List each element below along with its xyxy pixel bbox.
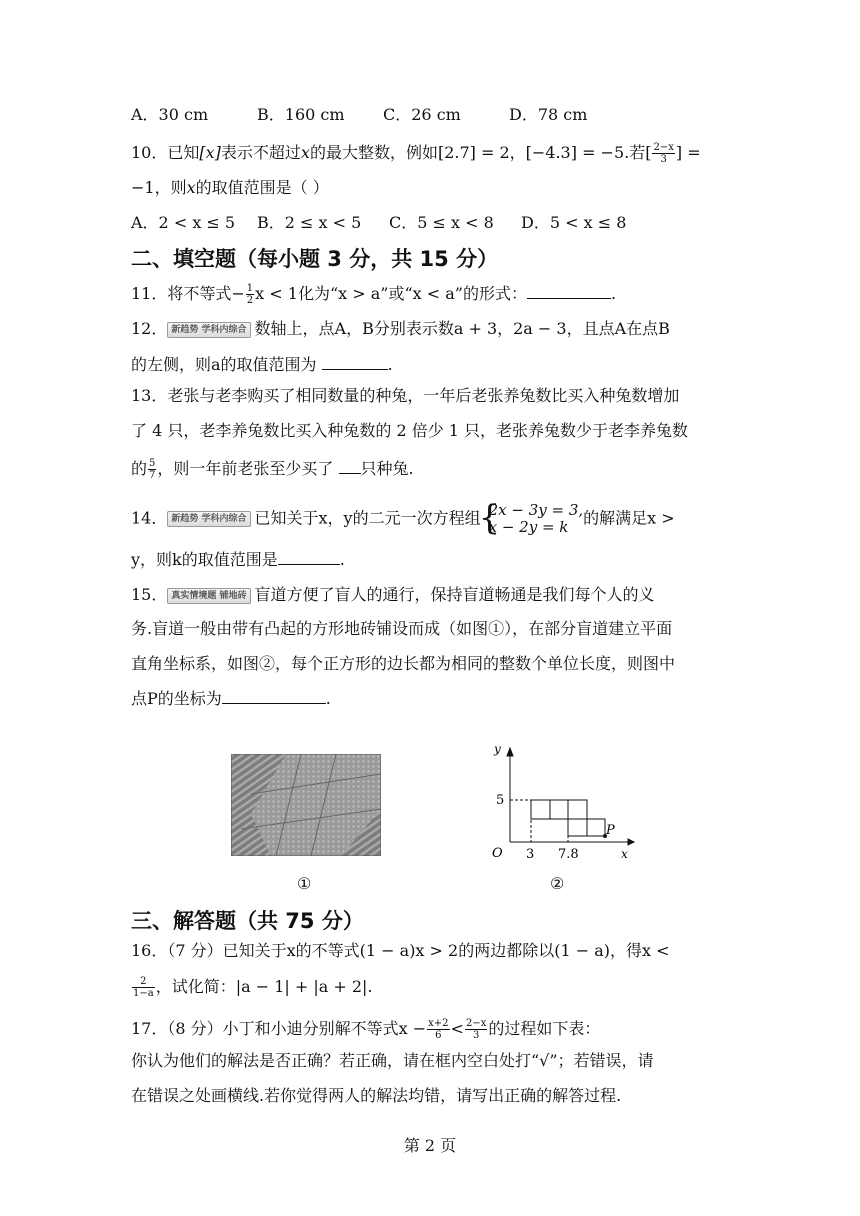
- section2-title: 二、填空题（每小题 3 分，共 15 分）: [131, 247, 499, 271]
- figure2-caption: ②: [550, 874, 565, 893]
- q9-options: [131, 104, 587, 126]
- tag-badge: 新趋势 学科内综合: [167, 511, 250, 527]
- q12-line1: 12． 新趋势 学科内综合 数轴上，点A，B分别表示数a + 3，2a − 3，且点A在点B: [131, 319, 670, 338]
- q10-option-c: C．5 ≤ x < 8: [389, 213, 494, 232]
- tactile-paving-photo: [231, 754, 381, 856]
- tick-3: 3: [526, 847, 535, 862]
- q15-line1: 15． 真实情境题 铺地砖 盲道方便了盲人的通行，保持盲道畅通是我们每个人的义: [131, 585, 655, 604]
- q10-text: ] =: [675, 143, 701, 162]
- q13-line3: 的 $\frac{5}{7}$ ，则一年前老张至少买了 只种兔.: [131, 458, 414, 481]
- q17-line2: 你认为他们的解法是否正确？若正确，请在框内空白处打“√”；若错误，请: [131, 1051, 654, 1070]
- q13-answer-blank[interactable]: [339, 457, 361, 474]
- y-axis-label: y: [494, 742, 501, 756]
- page-footer: 第 2 页: [403, 1136, 457, 1155]
- point-p-label: P: [606, 823, 615, 838]
- q9-option-a: A．30 cm: [131, 105, 209, 124]
- q10-line1: 10．已知[x]表示不超过x的最大整数，例如[2.7] = 2，[−4.3] = −5.若[ $\frac{2-x}{3}$ ] =: [131, 142, 701, 165]
- q10-text: [2.7] = 2，[−4.3] = −5.若[: [437, 143, 652, 162]
- tick-5: 5: [496, 793, 505, 808]
- tick-7-8: 7.8: [558, 847, 579, 862]
- q9-option-d: D．78 cm: [509, 105, 588, 124]
- q10-options: [131, 212, 626, 234]
- q9-option-c: C．26 cm: [383, 105, 461, 124]
- q10-line2: −1，则x的取值范围是（ ）: [131, 178, 329, 197]
- q15-line3: 直角坐标系，如图②，每个正方形的边长都为相同的整数个单位长度，则图中: [131, 654, 676, 673]
- q10-text: 10．已知: [131, 143, 200, 162]
- q15-answer-blank[interactable]: [222, 687, 326, 704]
- q15-line2: 务.盲道一般由带有凸起的方形地砖铺设而成（如图①），在部分盲道建立平面: [131, 619, 673, 638]
- q17-line1: 17．（8 分）小丁和小迪分别解不等式x − $\frac{x+2}{6}$ < $\frac{2-x}{3}$ 的过程如下表：: [131, 1018, 601, 1041]
- origin-label: O: [492, 846, 503, 861]
- q11: 11．将不等式− $\frac{1}{2}$ x < 1化为“x > a”或“x < a”的形式： .: [131, 283, 617, 306]
- q10-option-a: A．2 < x ≤ 5: [131, 213, 236, 232]
- coordinate-diagram: [488, 740, 638, 864]
- figure1-caption: ①: [297, 874, 312, 893]
- tag-badge: 真实情境题 铺地砖: [167, 588, 250, 604]
- q12-line2: 的左侧，则a的取值范围为 .: [131, 355, 393, 374]
- q13-line1: 13．老张与老李购买了相同数量的种兔，一年后老张养兔数比买入种兔数增加: [131, 386, 680, 405]
- q10-text: 表示不超过: [220, 143, 301, 162]
- q14-answer-blank[interactable]: [278, 548, 340, 565]
- section3-title: 三、解答题（共 75 分）: [131, 909, 364, 933]
- q10-option-d: D．5 < x ≤ 8: [521, 213, 627, 232]
- q11-answer-blank[interactable]: [527, 282, 611, 299]
- tag-badge: 新趋势 学科内综合: [167, 322, 250, 338]
- q10-option-b: B．2 ≤ x < 5: [257, 213, 362, 232]
- q16-line2: $\frac{2}{1-a}$ ，试化简：|a − 1| + |a + 2|.: [133, 976, 373, 999]
- q10-text: 的最大整数，例如: [309, 143, 438, 162]
- q10-fraction: $\frac{2-x}{3}$: [653, 142, 674, 165]
- q15-line4: 点P的坐标为 .: [131, 689, 331, 708]
- q17-line3: 在错误之处画横线.若你觉得两人的解法均错，请写出正确的解答过程.: [131, 1086, 622, 1105]
- q16-line1: 16．（7 分）已知关于x的不等式(1 − a)x > 2的两边都除以(1 − a)，得x <: [131, 941, 670, 960]
- q14-line1: 14． 新趋势 学科内综合 已知关于x，y的二元一次方程组 { 2x − 3y = 3, x − 2y = k 的解满足x >: [131, 502, 675, 536]
- q14-line2: y，则k的取值范围是 .: [131, 550, 345, 569]
- q13-line2: 了 4 只，老李养兔数比买入种兔数的 2 倍少 1 只，老张养兔数少于老李养兔数: [131, 421, 689, 440]
- q9-option-b: B．160 cm: [257, 105, 345, 124]
- x-axis-label: x: [621, 847, 628, 861]
- q12-answer-blank[interactable]: [322, 353, 388, 370]
- equation-system: { 2x − 3y = 3, x − 2y = k: [481, 502, 584, 536]
